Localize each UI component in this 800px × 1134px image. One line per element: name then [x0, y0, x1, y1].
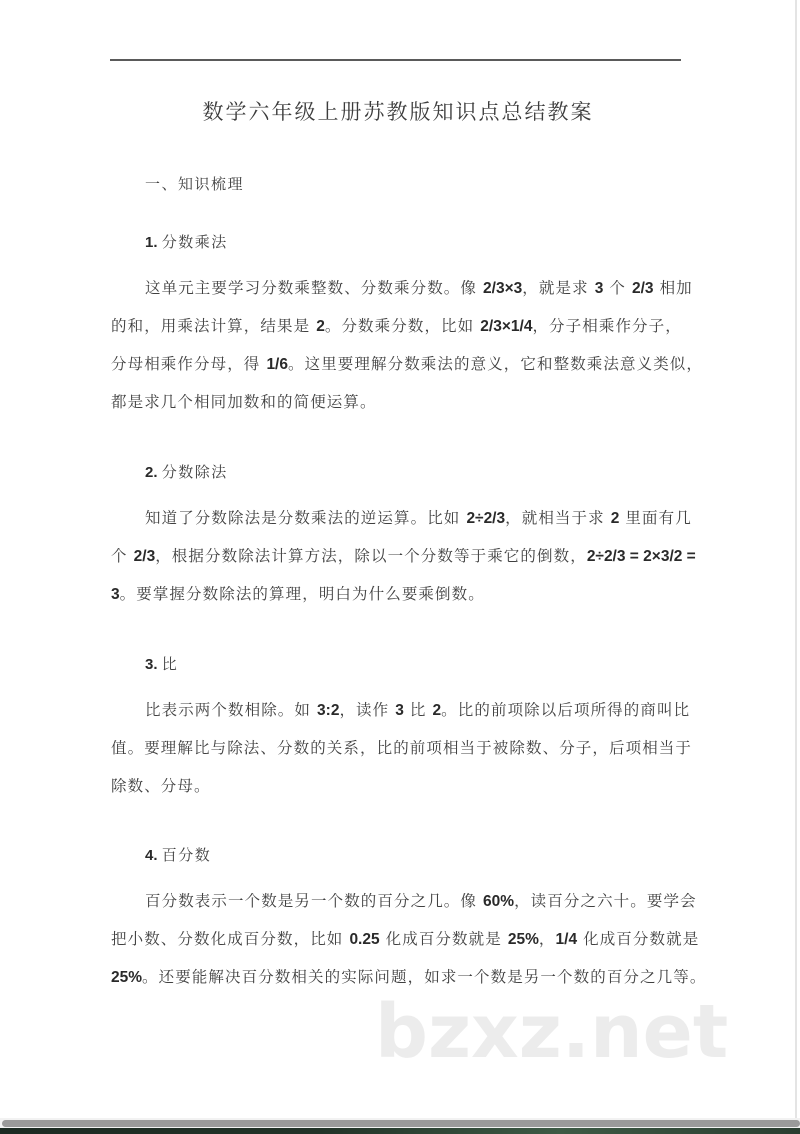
text-run: 把小数、分数化成百分数，比如 [111, 930, 350, 948]
text-run: 百分数表示一个数是另一个数的百分之几。像 [145, 892, 484, 910]
math-expression: 3 [395, 702, 404, 719]
text-run: ， [538, 930, 556, 948]
text-run: 比表示两个数相除。如 [145, 701, 318, 719]
math-expression: 2/3 [133, 548, 156, 565]
section-number: 1. [145, 234, 162, 251]
text-run: 的和，用乘法计算，结果是 [111, 317, 317, 335]
text-run: ，分子相乘作分子， [532, 317, 682, 335]
text-run: 。要掌握分数除法的算理，明白为什么要乘倒数。 [119, 585, 485, 603]
text-run: 里面有几 [619, 509, 692, 527]
text-run: 个 [603, 279, 632, 297]
text-run: 分母相乘作分母，得 [111, 355, 267, 373]
paragraph-line [145, 700, 691, 721]
text-run: 值。要理解比与除法、分数的关系，比的前项相当于被除数、分子，后项相当于 [111, 739, 693, 757]
math-expression: 2/3×1/4 [480, 318, 533, 335]
section-title: 比 [161, 655, 179, 673]
section-title: 分数除法 [161, 463, 228, 481]
text-run: 个 [111, 547, 134, 565]
section-title: 百分数 [161, 846, 212, 864]
section-heading-knowledge-review: 一、知识梳理 [145, 175, 245, 193]
text-run: 比 [403, 701, 433, 719]
math-expression: 25% [507, 931, 539, 948]
math-expression: 2 [610, 510, 620, 527]
text-run: 。这里要理解分数乘法的意义，它和整数乘法意义类似， [288, 355, 704, 373]
text-run: 。分数乘分数，比如 [324, 317, 481, 335]
header-rule [110, 59, 681, 61]
paragraph-line [111, 738, 693, 758]
text-run: ，读作 [339, 701, 396, 719]
desktop-background-strip [0, 1128, 800, 1134]
math-expression: 60% [483, 893, 515, 910]
math-expression: 2÷2/3 = 2×3/2 = [586, 548, 696, 565]
math-expression: 1/6 [266, 356, 288, 373]
text-run: 。比的前项除以后项所得的商叫比 [441, 701, 691, 719]
math-expression: 2 [316, 318, 325, 335]
paragraph-line [111, 929, 700, 950]
math-expression: 2/3×3 [483, 280, 523, 297]
paragraph-line [111, 316, 681, 337]
paragraph-line [111, 546, 696, 567]
section-number: 2. [145, 464, 162, 481]
math-expression: 2÷2/3 [466, 510, 506, 527]
section-number: 3. [145, 656, 162, 673]
section-number: 4. [145, 847, 162, 864]
text-run: 化成百分数就是 [577, 930, 700, 948]
math-expression: 3 [594, 280, 604, 297]
text-run: 这单元主要学习分数乘整数、分数乘分数。像 [145, 279, 484, 297]
paragraph-line [145, 508, 692, 529]
text-run: 化成百分数就是 [379, 930, 508, 948]
math-expression: 2/3 [631, 280, 654, 297]
text-run: ，根据分数除法计算方法，除以一个分数等于乘它的倒数， [155, 547, 587, 565]
math-expression: 1/4 [555, 931, 578, 948]
math-expression: 0.25 [349, 931, 380, 948]
math-expression: 2 [432, 702, 442, 719]
paragraph-line [145, 891, 697, 912]
text-run: ，读百分之六十。要学会 [514, 892, 697, 910]
section-heading-1 [145, 232, 228, 253]
section-heading-3 [145, 654, 178, 675]
paragraph-line [111, 392, 681, 412]
paragraph-line [111, 354, 704, 375]
text-run: ，就相当于求 [505, 509, 611, 527]
text-run: 都是求几个相同加数和的简便运算。 [111, 393, 377, 411]
text-run: 除数、分母。 [111, 777, 211, 795]
math-expression: 25% [111, 969, 143, 986]
math-expression: 3 [111, 586, 120, 603]
paragraph-line [111, 967, 707, 988]
math-expression: 3:2 [317, 702, 340, 719]
section-title: 分数乘法 [161, 233, 228, 251]
section-heading-4 [145, 845, 211, 866]
paragraph-line [145, 278, 693, 299]
paragraph-line [111, 584, 681, 605]
section-heading-2 [145, 462, 228, 483]
horizontal-scrollbar-thumb[interactable] [2, 1120, 800, 1127]
paragraph-line [111, 776, 681, 796]
text-run: 。还要能解决百分数相关的实际问题，如求一个数是另一个数的百分之几等。 [142, 968, 707, 986]
text-run: 相加 [653, 279, 693, 297]
document-title: 数学六年级上册苏教版知识点总结教案 [202, 100, 594, 124]
text-run: 知道了分数除法是分数乘法的逆运算。比如 [145, 509, 467, 527]
watermark: bzxz.net [375, 989, 729, 1075]
page-right-edge [795, 0, 797, 1118]
text-run: ，就是求 [522, 279, 595, 297]
